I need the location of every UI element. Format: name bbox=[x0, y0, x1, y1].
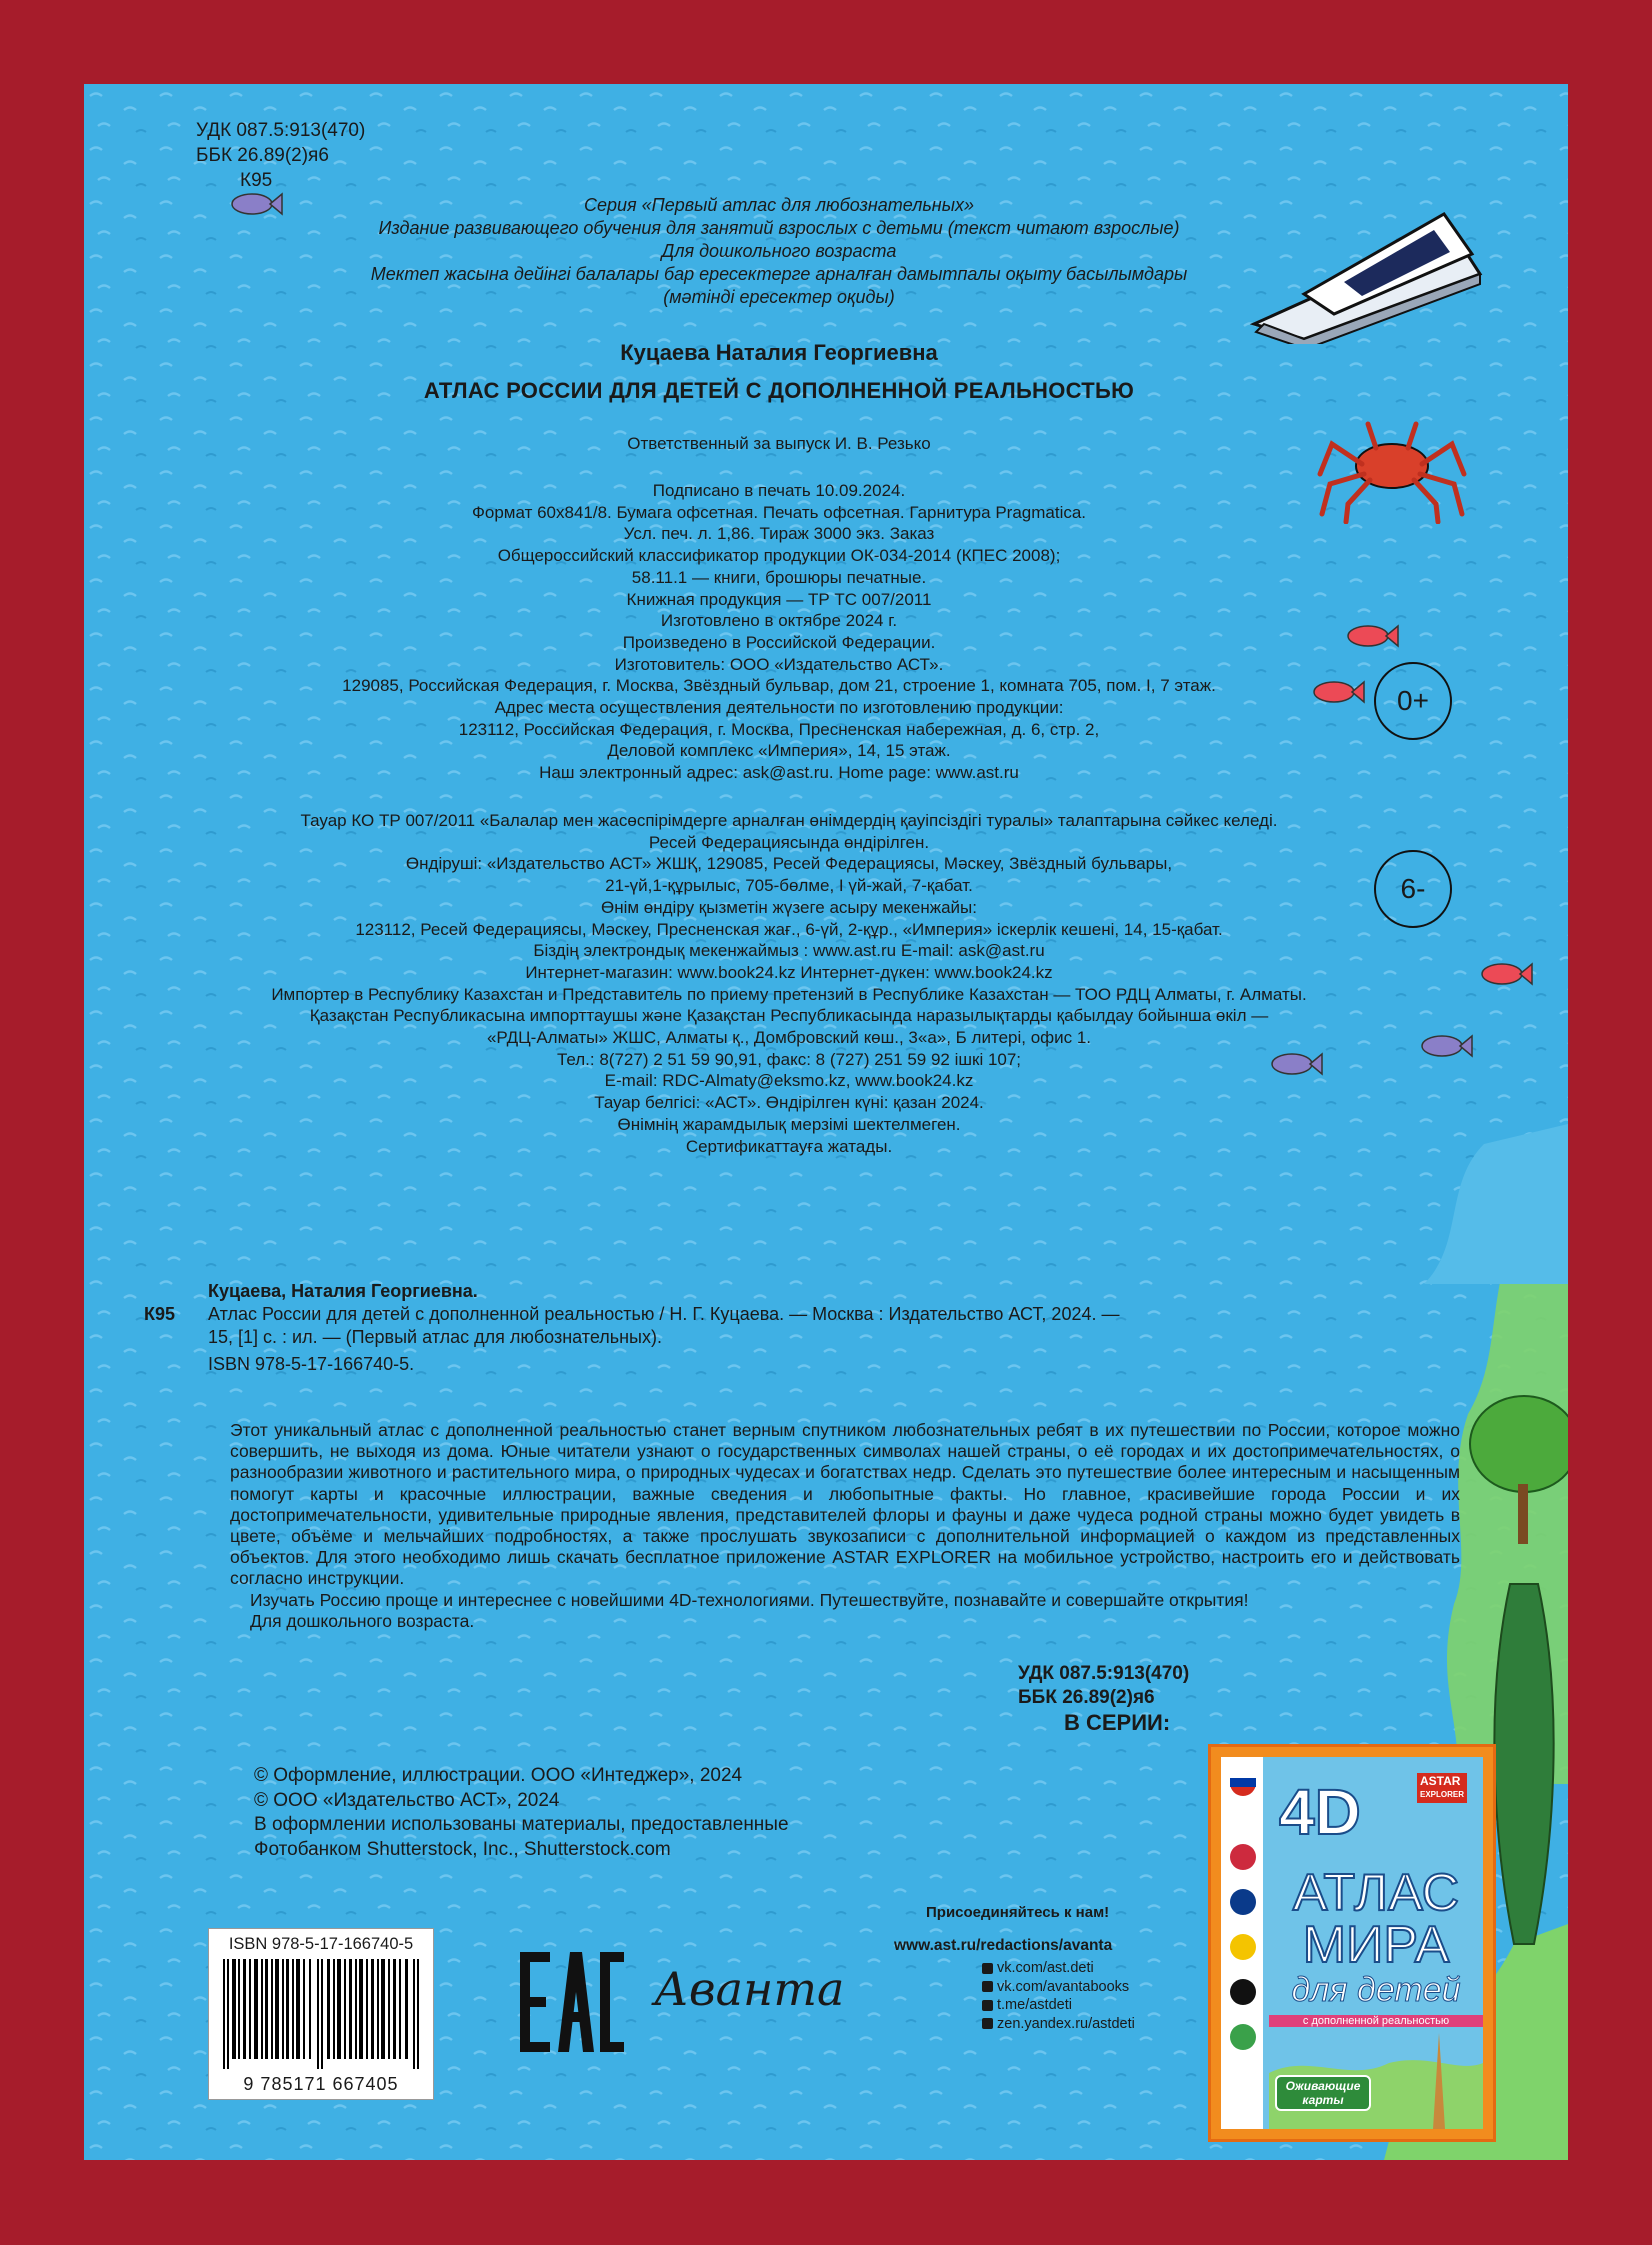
isbn-digits: 9 785171 667405 bbox=[243, 2074, 399, 2094]
imprint-line: Деловой комплекс «Империя», 14, 15 этаж. bbox=[607, 741, 951, 761]
annotation-paragraph: Этот уникальный атлас с дополненной реальностью станет верным спутником любознательных ребят в их путешествии по России, которое можно совершить, не выходя из дома. Юные читатели узнают о государственных символах нашей страны, о её городах и их достопримечательностях, о разнообразии животного и растительного мира, о природных чудесах и богатствах недр. Сделать это путешествие более интересным и насыщенным помогут карты и красочные иллюстрации, важные сведения и любопытные факты. Но главное, красивейшие города России и их достопримечательности, удивительные природные явления, представителей флоры и фауны и даже чудеса родной страны можно будет увидеть в цвете, объёме и мельчайших подробностях, а также прослушать звукозаписи с дополнительной информацией о каждом из представленных объектов. Для этого необходимо лишь скачать бесплатное приложение ASTAR EXPLORER на мобильное устройство, настроить его и действовать согласно инструкции. bbox=[230, 1420, 1460, 1589]
cover-title-line: для детей bbox=[1291, 1971, 1461, 2009]
kz-line: E-mail: RDC-Almaty@eksmo.kz, www.book24.kz bbox=[604, 1071, 974, 1091]
imprint-line: Подписано в печать 10.09.2024. bbox=[652, 481, 906, 500]
cover-art bbox=[1221, 1757, 1483, 2129]
udk-bottom bbox=[1018, 1662, 1189, 1710]
social-link[interactable] bbox=[982, 2015, 1135, 2034]
social-link-text: vk.com/ast.deti bbox=[997, 1960, 1094, 1976]
vk-icon bbox=[982, 1963, 993, 1974]
series-book-cover bbox=[1208, 1744, 1496, 2142]
kz-line: Тауар КО ТР 007/2011 «Балалар мен жасөспірімдерге арналған өнімдердің қауіпсіздігі туралы» талаптарына сәйкес келеді. bbox=[300, 811, 1278, 830]
bbk-code: ББК 26.89(2)я6 bbox=[196, 145, 329, 166]
telegram-icon bbox=[982, 2000, 993, 2011]
astar-badge bbox=[1417, 1773, 1467, 1803]
social-link-text: zen.yandex.ru/astdeti bbox=[997, 2015, 1135, 2032]
series-line: (мәтінді ересектер оқиды) bbox=[663, 287, 895, 307]
imprint-line: 58.11.1 — книги, брошюры печатные. bbox=[631, 567, 927, 587]
series-line: Для дошкольного возраста bbox=[661, 241, 897, 261]
isbn-text: ISBN 978-5-17-166740-5 bbox=[228, 1935, 414, 1953]
cover-subtitle: с дополненной реальностью bbox=[1269, 2015, 1483, 2027]
kz-line: Қазақстан Республикасына импорттаушы және Қазақстан Республикасында наразылықтарды қабылдау бойынша өкіл — bbox=[309, 1006, 1269, 1026]
imprint-line: 123112, Российская Федерация, г. Москва, Пресненская набережная, д. 6, стр. 2, bbox=[458, 719, 1100, 739]
imprint-line: Общероссийский классификатор продукции ОК-034-2014 (КПЕС 2008); bbox=[497, 546, 1061, 566]
series-line: Мектеп жасына дейінгі балалары бар ересектерге арналған дамытпалы оқыту басылымдары bbox=[370, 264, 1188, 284]
bib-line: 15, [1] с. : ил. — (Первый атлас для любознательных). bbox=[208, 1327, 662, 1347]
copyright-block bbox=[254, 1764, 789, 1862]
kz-line: «РДЦ-Алматы» ЖШС, Алматы қ., Домбровский көш., 3«а», Б литері, офис 1. bbox=[486, 1028, 1092, 1048]
imprint-line: Произведено в Российской Федерации. bbox=[622, 632, 936, 652]
kz-line: 123112, Ресей Федерациясы, Мәскеу, Пресненская жағ., 6-үй, 2-құр., «Империя» іскерлік кешені, 14, 15-қабат. bbox=[355, 919, 1223, 939]
social-link[interactable] bbox=[982, 1978, 1135, 1997]
social-heading: Присоединяйтесь к нам! bbox=[926, 1904, 1110, 1921]
responsible-editor: Ответственный за выпуск И. В. Резько bbox=[627, 434, 931, 453]
social-link[interactable] bbox=[982, 1996, 1135, 2015]
bib-code: К95 bbox=[144, 1304, 176, 1324]
kz-line: Өндіруші: «Издательство АСТ» ЖШҚ, 129085, Ресей Федерациясы, Мәскеу, Звёздный бульвары, bbox=[405, 854, 1173, 874]
eac-logo-icon bbox=[516, 1942, 626, 2062]
eac-mark bbox=[516, 1942, 626, 2062]
kz-line: Сертификаттауға жатады. bbox=[685, 1136, 893, 1156]
social-links bbox=[874, 1904, 1135, 2033]
age-rating-badge-kz: 6- bbox=[1374, 850, 1452, 928]
vk-icon bbox=[982, 1981, 993, 1992]
udk-code: УДК 087.5:913(470) bbox=[1018, 1663, 1190, 1684]
imprint-line: Наш электронный адрес: ask@ast.ru. Home page: www.ast.ru bbox=[539, 763, 1019, 783]
series-line: Издание развивающего обучения для занятий взрослых с детьми (текст читают взрослые) bbox=[378, 218, 1180, 238]
imprint-line: Изготовитель: ООО «Издательство АСТ». bbox=[614, 654, 944, 674]
kz-line: Тауар белгісі: «АСТ». Өндірілген күні: қазан 2024. bbox=[594, 1093, 984, 1113]
imprint-line: Изготовлено в октябре 2024 г. bbox=[660, 611, 898, 631]
bib-line: Атлас России для детей с дополненной реальностью / Н. Г. Куцаева. — Москва : Издательство АСТ, 2024. — bbox=[208, 1304, 1120, 1324]
kz-line: Өнім өндіру қызметін жүзеге асыру мекенжайы: bbox=[600, 897, 977, 917]
astar-label: ASTAR bbox=[1420, 1774, 1461, 1788]
imprint-line: Формат 60х841/8. Бумага офсетная. Печать офсетная. Гарнитура Pragmatica. bbox=[471, 502, 1087, 522]
annotation-paragraph: Изучать Россию проще и интереснее с новейшими 4D-технологиями. Путешествуйте, познавайте и совершайте открытия! bbox=[250, 1589, 1249, 1610]
annotation bbox=[230, 1420, 1460, 1632]
copyright-line: © ООО «Издательство АСТ», 2024 bbox=[254, 1789, 560, 1811]
flags-icon bbox=[1227, 1767, 1259, 2097]
website-link[interactable]: www.ast.ru/redactions/avanta bbox=[894, 1936, 1113, 1954]
author-mark: К95 bbox=[240, 170, 273, 191]
udk-code: УДК 087.5:913(470) bbox=[196, 120, 366, 141]
zen-icon bbox=[982, 2018, 993, 2029]
kz-line: Өнімнің жарамдылық мерзімі шектелмеген. bbox=[617, 1114, 961, 1134]
social-link-text: vk.com/avantabooks bbox=[997, 1978, 1130, 1995]
copyright-line: Фотобанком Shutterstock, Inc., Shutterstock.com bbox=[254, 1838, 671, 1860]
kz-line: Тел.: 8(727) 2 51 59 90,91, факс: 8 (727) 251 59 92 ішкі 107; bbox=[556, 1049, 1022, 1069]
author-name: Куцаева Наталия Георгиевна bbox=[620, 340, 938, 365]
book-title: АТЛАС РОССИИ ДЛЯ ДЕТЕЙ С ДОПОЛНЕННОЙ РЕАЛЬНОСТЬЮ bbox=[423, 378, 1135, 403]
bbk-code: ББК 26.89(2)я6 bbox=[1018, 1687, 1155, 1708]
copyright-line: В оформлении использованы материалы, предоставленные bbox=[254, 1814, 789, 1835]
fish-icon bbox=[1474, 954, 1534, 994]
cover-title-line: МИРА bbox=[1302, 1916, 1450, 1974]
series-line: Серия «Первый атлас для любознательных» bbox=[584, 195, 974, 215]
kz-line: 21-үй,1-құрылыс, 705-бөлме, I үй-жай, 7-қабат. bbox=[605, 876, 973, 896]
age-rating-badge: 0+ bbox=[1374, 662, 1452, 740]
kz-line: Біздің электрондық мекенжаймыз : www.ast.ru E-mail: ask@ast.ru bbox=[533, 941, 1045, 961]
imprint-line: 129085, Российская Федерация, г. Москва, Звёздный бульвар, дом 21, строение 1, комната 705, пом. I, 7 этаж. bbox=[342, 676, 1216, 696]
in-series-label: В СЕРИИ: bbox=[1064, 1710, 1171, 1735]
annotation-paragraph: Для дошкольного возраста. bbox=[250, 1610, 475, 1631]
imprint-block bbox=[184, 480, 1374, 784]
imprint-line: Усл. печ. л. 1,86. Тираж 3000 экз. Заказ bbox=[623, 524, 935, 544]
bib-isbn: ISBN 978-5-17-166740-5. bbox=[208, 1354, 415, 1374]
cover-title-line: АТЛАС bbox=[1292, 1864, 1460, 1922]
social-link[interactable] bbox=[982, 1959, 1135, 1978]
series-info bbox=[184, 194, 1374, 309]
social-link-text: t.me/astdeti bbox=[997, 1997, 1072, 2013]
bibliographic-record bbox=[144, 1280, 1484, 1376]
udk-top bbox=[196, 118, 365, 193]
kz-line: Импортер в Республику Казахстан и Представитель по приему претензий в Республике Казахстан — ТОО РДЦ Алматы, г. Алматы. bbox=[271, 984, 1307, 1004]
explorer-label: EXPLORER bbox=[1420, 1790, 1465, 1799]
bib-author: Куцаева, Наталия Георгиевна. bbox=[208, 1281, 478, 1301]
copyright-line: © Оформление, иллюстрации. ООО «Интеджер», 2024 bbox=[254, 1765, 743, 1786]
kz-line: Интернет-магазин: www.book24.kz Интернет-дүкен: www.book24.kz bbox=[525, 962, 1053, 982]
cover-4d: 4D bbox=[1279, 1776, 1361, 1848]
imprint-line: Адрес места осуществления деятельности по изготовлению продукции: bbox=[494, 698, 1064, 718]
avanta-logo: Аванта bbox=[654, 1962, 845, 2016]
isbn-barcode bbox=[208, 1928, 434, 2100]
imprint-line: Книжная продукция — ТР ТС 007/2011 bbox=[626, 589, 932, 609]
cover-badge: Оживающие карты bbox=[1275, 2075, 1371, 2111]
kz-line: Ресей Федерациясында өндірілген. bbox=[648, 832, 930, 852]
barcode-icon bbox=[223, 1959, 419, 2069]
back-cover-page bbox=[84, 84, 1568, 2160]
kz-imprint-block bbox=[144, 810, 1434, 1157]
